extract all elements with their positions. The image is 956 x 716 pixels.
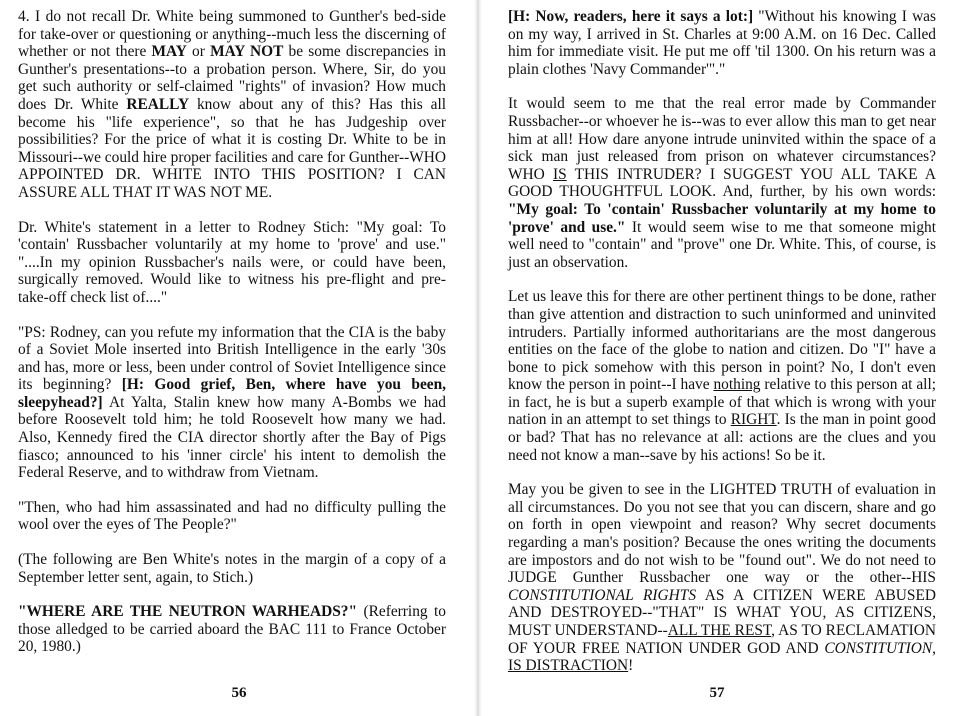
paragraph-real-error: It would seem to me that the real error made by Commander Russbacher--or whoever he is--was to ever allow this man to get near him at all! How dare anyone intrude uninvited within the space of a sick man just released from prison on whatever circumstances? WHO IS THIS INTRUDER? I SUGGEST YOU ALL TAKE A GOOD THOUGHTFUL LOOK. And, further, by his own words: "My goal: To 'contain' Russbacher voluntarily at my home to 'prove' and use." It would seem wise to me that someone might well need to "contain" and "prove" one Dr. White. This, of course, is just an observation. [508, 95, 936, 271]
paragraph-4: 4. I do not recall Dr. White being summoned to Gunther's bed-side for take-over or questioning or anything--much less the discerning of whether or not there MAY or MAY NOT be some discrepancies in Gunther's presentations--to a probation person. Where, Sir, do you get such authority or self-claimed "rights" of invasion? How much does Dr. White REALLY know about any of this? Has this all become his "life experience", so that he has Judgeship over possibilities? For the price of what it is costing Dr. White to be in Missouri--we could hire proper facilities and care for Gunther--WHO APPOINTED DR. WHITE INTO THIS POSITION? I CAN ASSURE ALL THAT IT WAS NOT ME. [18, 8, 447, 201]
paragraph-readers: [H: Now, readers, here it says a lot:] "Without his knowing I was on my way, I arrived in St. Charles at 9:00 A.M. on 16 Dec. Called him for immediate visit. He put me off 'til 1300. On his return was a plain clothes 'Navy Commander'"." [508, 8, 937, 78]
right-page [478, 0, 956, 716]
paragraph-ps: "PS: Rodney, can you refute my information that the CIA is the baby of a Soviet Mole inserted into British Intelligence in the early '30s and has, more or less, been under control of Soviet Intelligence since its beginning? [H: Good grief, Ben, where have you been, sleepyhead?] At Yalta, Stalin knew how many A-Bombs we had before Roosevelt told him; he told Roosevelt how many we had. Also, Kennedy fired the CIA director shortly after the Bay of Pigs fiasco; announced to his 'inner circle' his intent to demolish the Federal Reserve, and to withdraw from Vietnam. [18, 323, 447, 482]
paragraph-white-statement: Dr. White's statement in a letter to Rodney Stich: "My goal: To 'contain' Russbacher voluntarily at my home to 'prove' and use." "....In my opinion Russbacher's nails were, or could have been, surgically removed. Would like to witness his pre-flight and pre-take-off check list of...." [18, 218, 446, 306]
paragraph-leave-this: Let us leave this for there are other pertinent things to be done, rather than give attention and distraction to such uninformed and uninvited intruders. Partially informed authoritarians are the most dangerous entities on the face of the globe to nation and citizen. Do "I" have a bone to pick somehow with this person in point? No, I don't even know the person in point--I have nothing relative to this person at all; in fact, he is but a superb example of that which is wrong with your nation in an attempt to set things to RIGHT. Is the man in point good or bad? That has no relevance at all: actions are the clues and you need not know a man--save by his actions! So be it. [508, 288, 936, 464]
page-number-left: 56 [231, 685, 247, 701]
left-page-text [18, 8, 446, 673]
page-number-right: 57 [709, 685, 725, 701]
paragraph-assassinated: "Then, who had him assassinated and had no difficulty pulling the wool over the eyes of The People?" [18, 498, 446, 534]
paragraph-margin-notes: (The following are Ben White's notes in the margin of a copy of a September letter sent, again, to Stich.) [18, 551, 446, 586]
paragraph-lighted-truth: May you be given to see in the LIGHTED TRUTH of evaluation in all circumstances. Do you not see that you can discern, share and go on forth in open viewpoint and reason? Why secret documents regarding a man's position? Because the ones writing the documents are impostors and do not wish to be "found out". We do not need to JUDGE Gunther Russbacher one way or the other--HIS CONSTITUTIONAL RIGHTS AS A CITIZEN WERE ABUSED AND DESTROYED--"THAT" IS WHAT YOU, AS CITIZENS, MUST UNDERSTAND--ALL THE REST, AS TO RECLAMATION OF YOUR FREE NATION UNDER GOD AND CONSTITUTION, IS DISTRACTION! [508, 481, 936, 675]
right-page-text [508, 8, 936, 692]
paragraph-neutron: "WHERE ARE THE NEUTRON WARHEADS?" (Referring to those alledged to be carried aboard the BAC 111 to France October 20, 1980.) [18, 603, 446, 656]
